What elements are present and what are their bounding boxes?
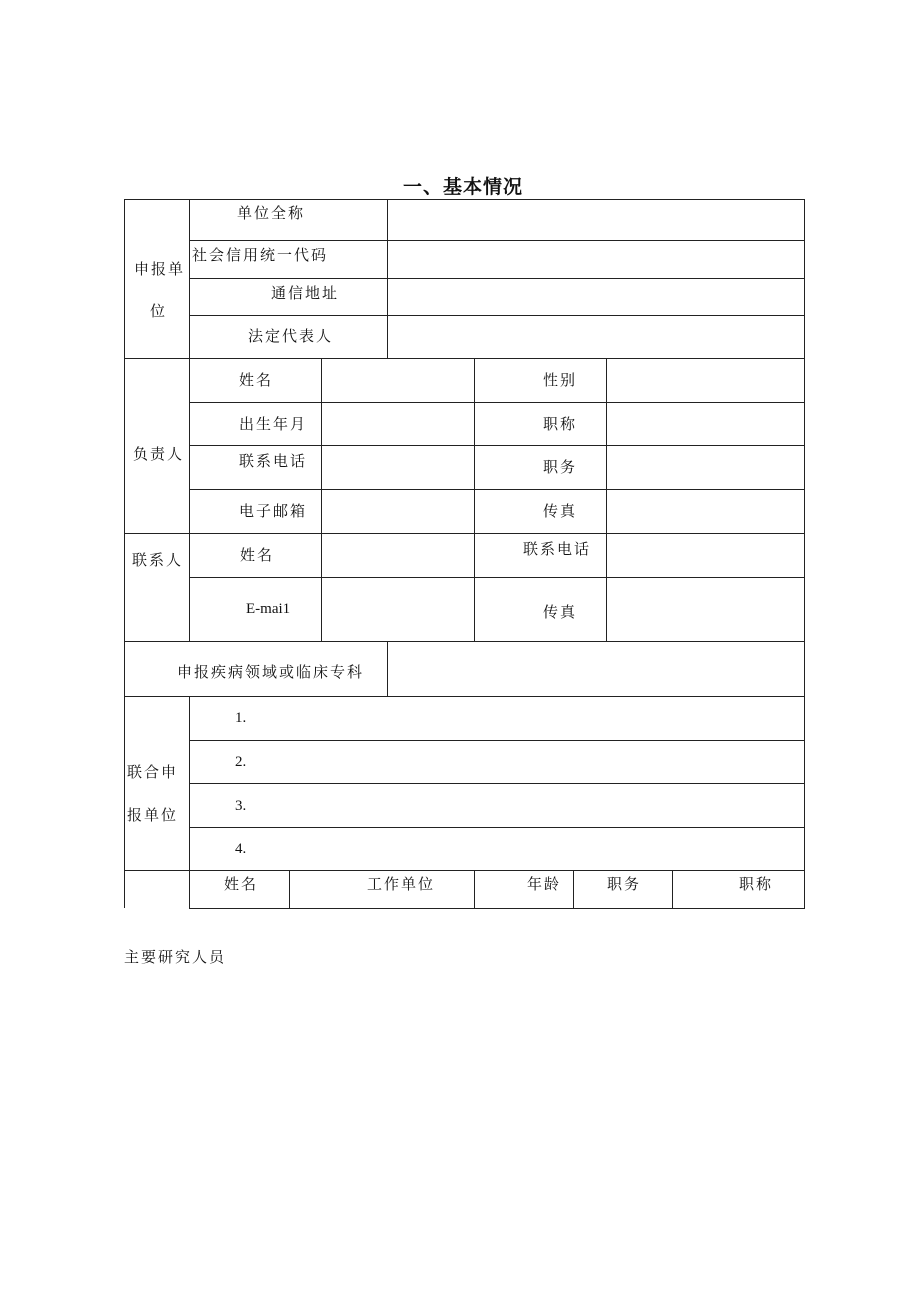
leader-email-label: 电子邮箱 [239, 502, 308, 520]
applicant-group-label-line-2: 位 [150, 302, 168, 320]
contact-name-field[interactable] [322, 534, 474, 577]
contact-phone-label: 联系电话 [523, 540, 592, 558]
disease-field-value[interactable] [388, 642, 804, 696]
staff-header-position: 职务 [607, 875, 642, 893]
staff-header-title: 职称 [739, 875, 774, 893]
applicant-group-label-line-1: 申报单 [134, 260, 186, 278]
unit-full-name-field[interactable] [388, 200, 804, 240]
leader-name-field[interactable] [322, 359, 474, 402]
unit-full-name-label: 单位全称 [237, 204, 306, 222]
leader-name-label: 姓名 [239, 371, 274, 389]
address-field[interactable] [388, 279, 804, 315]
joint-group-label-line-2: 报单位 [127, 806, 179, 824]
leader-gender-label: 性别 [543, 371, 578, 389]
address-label: 通信地址 [271, 284, 340, 302]
leader-birth-field[interactable] [322, 403, 474, 445]
legal-rep-label: 法定代表人 [248, 327, 334, 345]
joint-item-1: 1. [235, 710, 247, 726]
credit-code-field[interactable] [388, 241, 804, 278]
contact-group-label: 联系人 [132, 551, 184, 569]
applicant-group-label [134, 259, 185, 321]
contact-fax-label: 传真 [543, 603, 578, 621]
page-title: 一、基本情况 [403, 176, 524, 198]
leader-title-label: 职称 [543, 415, 578, 433]
leader-position-label: 职务 [543, 458, 578, 476]
contact-email-label: E-mai1 [246, 601, 291, 617]
contact-fax-field[interactable] [607, 578, 804, 641]
joint-group-label-line-1: 联合申 [127, 763, 179, 781]
contact-email-field[interactable] [322, 578, 474, 641]
main-researchers-label: 主要研究人员 [124, 948, 227, 966]
staff-header-unit: 工作单位 [367, 875, 436, 893]
joint-item-3: 3. [235, 798, 247, 814]
joint-group-label [127, 762, 178, 825]
credit-code-label: 社会信用统一代码 [192, 246, 329, 264]
contact-name-label: 姓名 [240, 546, 275, 564]
leader-birth-label: 出生年月 [239, 415, 308, 433]
staff-header-age: 年龄 [527, 875, 562, 893]
disease-field-label: 申报疾病领域或临床专科 [177, 663, 365, 681]
joint-item-2: 2. [235, 754, 247, 770]
contact-phone-field[interactable] [607, 534, 804, 577]
leader-fax-label: 传真 [543, 502, 578, 520]
leader-phone-field[interactable] [322, 446, 474, 489]
leader-position-field[interactable] [607, 446, 804, 489]
leader-group-label: 负责人 [133, 445, 185, 463]
legal-rep-field[interactable] [388, 316, 804, 358]
leader-title-field[interactable] [607, 403, 804, 445]
staff-header-name: 姓名 [224, 875, 259, 893]
leader-gender-field[interactable] [607, 359, 804, 402]
joint-item-4: 4. [235, 841, 247, 857]
leader-fax-field[interactable] [607, 490, 804, 533]
leader-phone-label: 联系电话 [239, 452, 308, 470]
leader-email-field[interactable] [322, 490, 474, 533]
